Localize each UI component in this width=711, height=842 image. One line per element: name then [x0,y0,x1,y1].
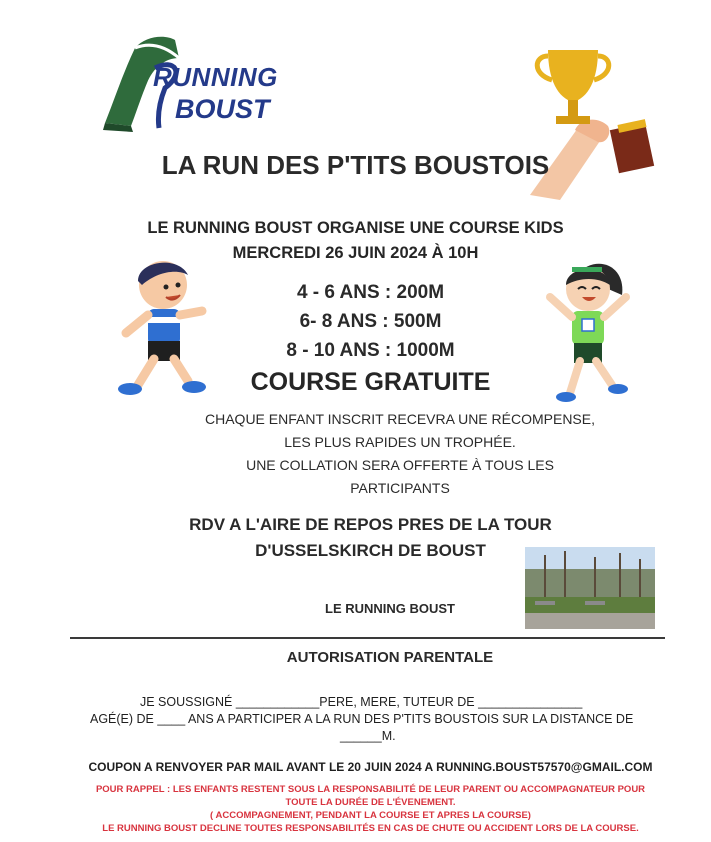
reminder-line: POUR RAPPEL : LES ENFANTS RESTENT SOUS LA RESPONSABILITÉ DE LEUR PARENT OU ACCOMPAGNATEUR POUR [95,784,646,795]
distance-6-8: 6- 8 ANS : 500M [299,311,442,332]
coupon-instructions: COUPON A RENVOYER PAR MAIL AVANT LE 20 JUIN 2024 A RUNNING.BOUST57570@GMAIL.COM [88,760,653,774]
event-title: LA RUN DES P'TITS BOUSTOIS [161,150,550,180]
form-line-guardian: JE SOUSSIGNÉ ____________PERE, MERE, TUTEUR DE _______________ [140,695,583,709]
info-line: PARTICIPANTS [350,480,450,496]
info-line: LES PLUS RAPIDES UN TROPHÉE. [284,434,516,450]
distance-8-10: 8 - 10 ANS : 1000M [286,340,455,361]
form-line-age-distance: AGÉ(E) DE ____ ANS A PARTICIPER A LA RUN DES P'TITS BOUSTOIS SUR LA DISTANCE DE [90,712,634,726]
rest-area-photo [525,547,655,629]
meeting-point-line: D'USSELSKIRCH DE BOUST [255,541,486,560]
parental-authorization-title: AUTORISATION PARENTALE [286,649,494,666]
logo-text-boust: BOUST [175,94,270,124]
info-line: UNE COLLATION SERA OFFERTE À TOUS LES [246,457,554,473]
running-boust-logo [95,28,278,138]
organizer-signature: LE RUNNING BOUST [325,601,455,616]
reminder-line: ( ACCOMPAGNEMENT, PENDANT LA COURSE ET APRES LA COURSE) [210,810,531,821]
free-race-heading: COURSE GRATUITE [250,368,491,396]
date-line: MERCREDI 26 JUIN 2024 À 10H [232,244,479,262]
reminder-line: TOUTE LA DURÉE DE L'ÉVENEMENT. [285,797,456,808]
info-line: CHAQUE ENFANT INSCRIT RECEVRA UNE RÉCOMPENSE, [205,411,595,427]
logo-text-running: RUNNING [153,62,278,92]
distance-4-6: 4 - 6 ANS : 200M [296,282,445,303]
section-divider [70,637,665,639]
reminder-line: LE RUNNING BOUST DECLINE TOUTES RESPONSABILITÉS EN CAS DE CHUTE OU ACCIDENT LORS DE LA COURSE. [102,823,639,834]
form-line-meters: ______M. [340,729,396,743]
meeting-point-line: RDV A L'AIRE DE REPOS PRES DE LA TOUR [189,515,552,534]
rest-area-photo-icon [525,547,655,629]
organizer-line: LE RUNNING BOUST ORGANISE UNE COURSE KIDS [147,219,564,237]
